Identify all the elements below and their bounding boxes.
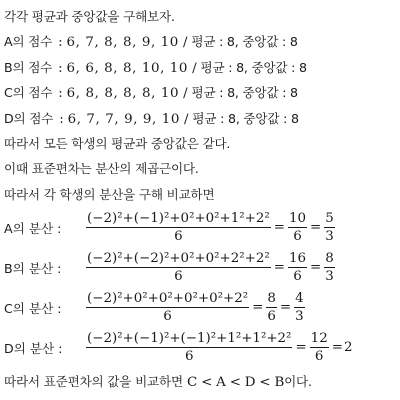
fraction-numerator: (−2)²+(−2)²+0²+0²+2²+2² [87, 250, 270, 266]
intro-text: 각각 평균과 중앙값을 구해보자. [4, 9, 175, 24]
fraction-numerator: (−2)²+0²+0²+0²+0²+2² [87, 290, 249, 306]
sentence-compare-variance: 따라서 각 학생의 분산을 구해 비교하면 [4, 186, 215, 202]
conclusion-line [4, 369, 396, 394]
step-fraction: $\frac{8}{6}$ [267, 290, 276, 324]
variance-label: A의 분산 : [4, 220, 62, 236]
variance-row-c: C의 분산 : $\frac{\text{(−2)²+0²+0²+0²+0²+2²}}{6}$ = $\frac{8}{6}$ = $\frac{4}{3}$ [4, 290, 304, 324]
score-values: 6, 6, 8, 8, 10, 10 [66, 60, 189, 76]
fraction-denominator: 6 [163, 308, 172, 324]
result-fraction: $\frac{5}{3}$ [325, 210, 334, 244]
result-fraction: $\frac{4}{3}$ [295, 290, 304, 324]
fraction-numerator: (−2)²+(−1)²+0²+0²+1²+2² [87, 210, 270, 226]
score-stats: 평균 : 8, 중앙값 : 8 [200, 59, 307, 75]
score-values: 6, 8, 8, 8, 8, 10 [66, 86, 180, 102]
sentence-same-mean-median: 따라서 모든 학생의 평균과 중앙값은 같다. [4, 135, 231, 151]
score-stats: 평균 : 8, 중앙값 : 8 [191, 34, 298, 50]
result-whole: 2 [343, 339, 353, 355]
variance-label: C의 분산 : [4, 300, 62, 316]
fraction-denominator: 6 [174, 268, 183, 284]
variance-row-a: A의 분산 : $\frac{\text{(−2)²+(−1)²+0²+0²+1²+2²}}{6}$ = $\frac{10}{6}$ = $\frac{5}{3}$ [4, 210, 334, 244]
step-fraction: $\frac{16}{6}$ [289, 250, 307, 284]
result-fraction: $\frac{8}{3}$ [325, 250, 334, 284]
variance-row-b: B의 분산 : $\frac{\text{(−2)²+(−2)²+0²+0²+2²+2²}}{6}$ = $\frac{16}{6}$ = $\frac{8}{3}$ [4, 250, 334, 284]
score-stats: 평균 : 8, 중앙값 : 8 [191, 85, 298, 101]
score-values: 6, 7, 8, 8, 9, 10 [66, 35, 179, 51]
score-label: B의 점수 [4, 59, 53, 75]
score-row-d: D의 점수 : 6, 7, 7, 9, 9, 10 / 평균 : 8, 중앙값 : 8 [4, 110, 299, 127]
variance-fraction [86, 291, 249, 324]
step-fraction: $\frac{10}{6}$ [289, 210, 307, 244]
score-row-c: C의 점수 : 6, 8, 8, 8, 8, 10 / 평균 : 8, 중앙값 : 8 [4, 85, 298, 102]
sentence-std-definition: 이때 표준편차는 분산의 제곱근이다. [4, 161, 199, 177]
score-row-b: B의 점수 : 6, 6, 8, 8, 10, 10 / 평균 : 8, 중앙값 : 8 [4, 59, 307, 76]
score-label: C의 점수 [4, 85, 53, 101]
variance-label: D의 분산 : [4, 340, 63, 356]
variance-row-d: D의 분산 : $\frac{\text{(−2)²+(−1)²+(−1)²+1²+1²+2²}}{6}$ = $\frac{12}{6}$ = 2 [4, 330, 353, 364]
variance-fraction [86, 211, 271, 244]
step-fraction: $\frac{12}{6}$ [310, 330, 328, 364]
score-stats: 평균 : 8, 중앙값 : 8 [192, 110, 299, 126]
conclusion-suffix: 이다. [284, 374, 312, 390]
variance-fraction [86, 331, 292, 364]
conclusion-order: C < A < D < B [187, 375, 285, 391]
score-label: D의 점수 [4, 110, 54, 126]
fraction-denominator: 6 [174, 228, 183, 244]
variance-fraction [86, 251, 271, 284]
score-row-a: A의 점수 : 6, 7, 8, 8, 9, 10 / 평균 : 8, 중앙값 : 8 [4, 34, 298, 51]
variance-label: B의 분산 : [4, 260, 62, 276]
fraction-numerator: (−2)²+(−1)²+(−1)²+1²+1²+2² [87, 330, 292, 346]
score-values: 6, 7, 7, 9, 9, 10 [67, 111, 180, 127]
fraction-denominator: 6 [184, 348, 194, 364]
conclusion-prefix: 따라서 표준편차의 값을 비교하면 [4, 374, 183, 390]
score-label: A의 점수 [4, 34, 53, 50]
